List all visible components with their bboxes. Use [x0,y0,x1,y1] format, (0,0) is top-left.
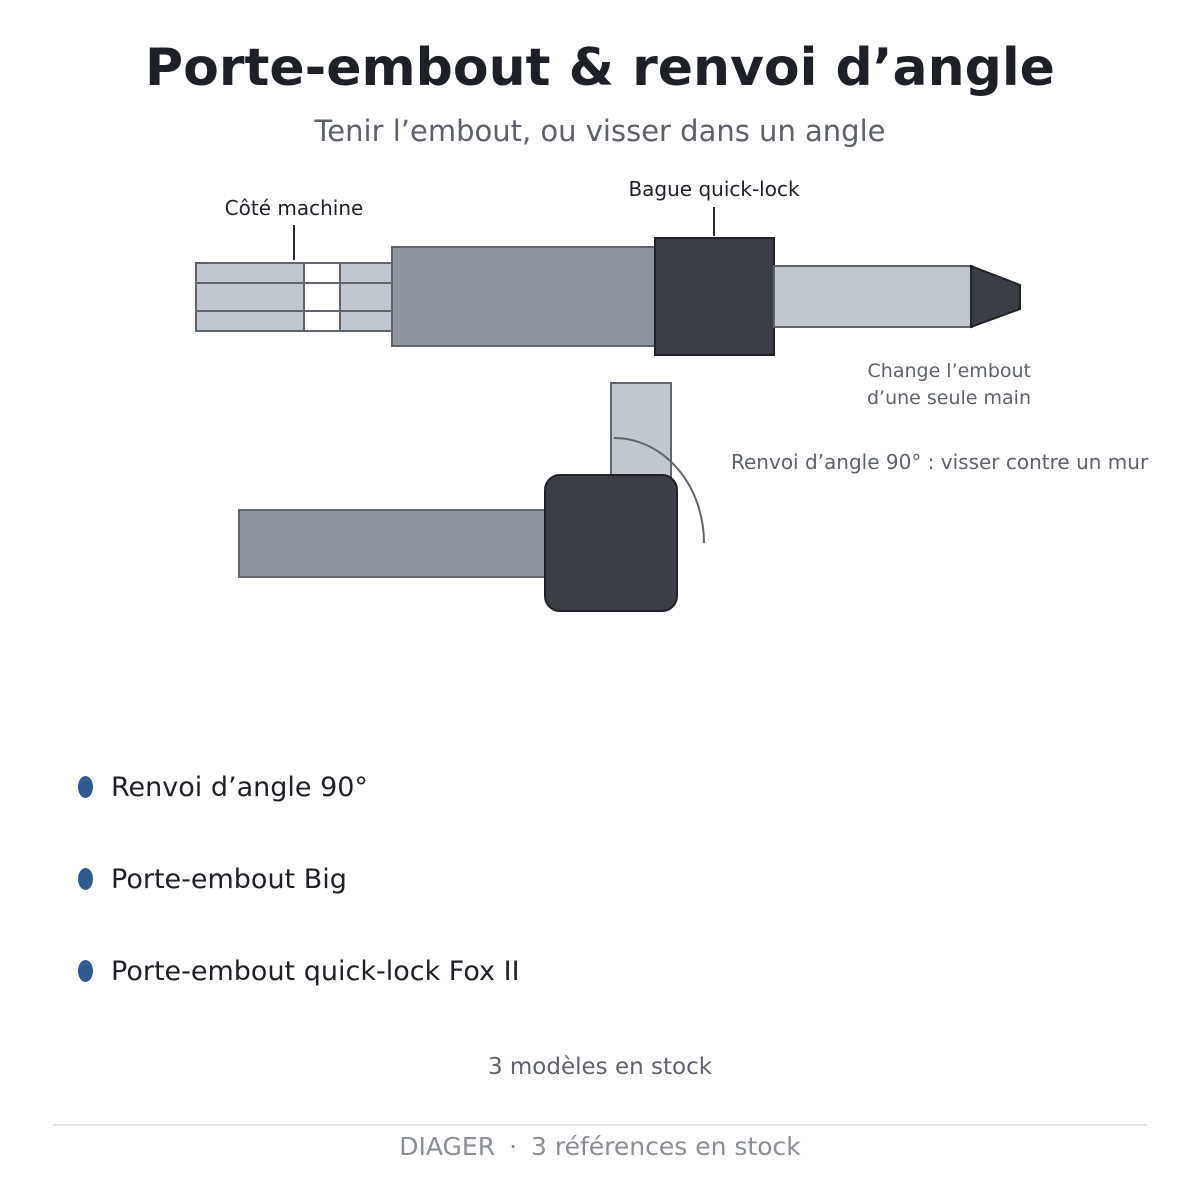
caption-one-hand-line2: d’une seule main [866,387,1031,409]
caption-angle-adapter: Renvoi d’angle 90° : visser contre un mur [731,450,1149,474]
quick-lock-ring [655,238,774,355]
footer [0,1132,1200,1161]
page-subtitle: Tenir l’embout, ou visser dans un angle [314,114,886,148]
label-machine-side: Côté machine [224,196,364,220]
shank-groove [304,263,340,331]
holder-body [392,247,656,346]
list-item [78,767,368,807]
list-item-label: Renvoi d’angle 90° [111,771,368,803]
footer-stock-text: 3 références en stock [531,1132,801,1161]
footer-brand: DIAGER [399,1132,496,1161]
angle-adapter-illustration [239,383,704,611]
bullet-icon [78,960,93,982]
angle-output-bit [611,383,671,483]
hex-shank [196,263,393,331]
page-title: Porte-embout & renvoi d’angle [145,38,1055,98]
label-quick-lock: Bague quick-lock [628,177,800,201]
list-item-label: Porte-embout Big [111,863,347,895]
bullet-icon [78,868,93,890]
bit-holder-illustration [196,207,1020,355]
footer-divider [53,1124,1147,1126]
bit-shaft [774,266,972,327]
footer-separator: · [509,1132,518,1161]
list-item [78,859,347,899]
list-item-label: Porte-embout quick-lock Fox II [111,955,520,987]
angle-input-shaft [239,510,551,577]
angle-head [545,475,677,611]
caption-one-hand-line1: Change l’embout [867,360,1031,382]
bullet-icon [78,776,93,798]
list-item [78,951,520,991]
bit-tip [971,266,1020,327]
stock-note: 3 modèles en stock [487,1054,713,1080]
